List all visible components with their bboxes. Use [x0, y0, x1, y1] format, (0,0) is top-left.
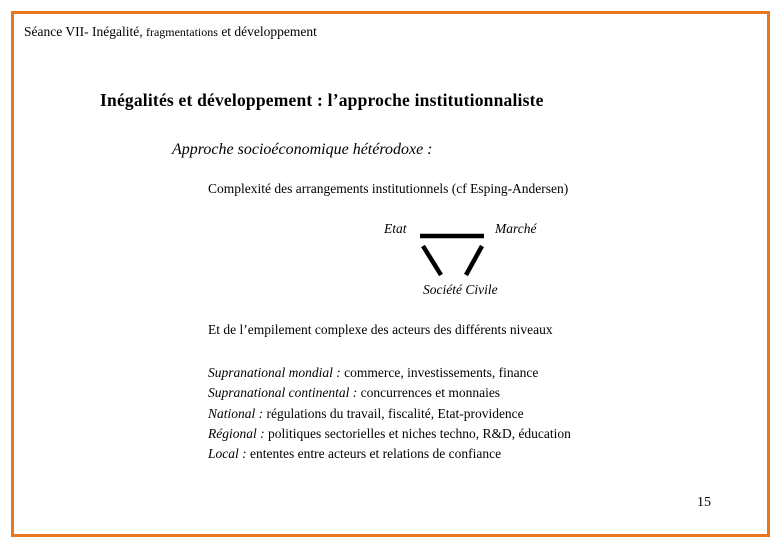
triangle-diagram [410, 225, 500, 280]
level-text: régulations du travail, fiscalité, Etat-providence [263, 405, 524, 421]
header-part-1: Séance VII- Inégalité, [24, 24, 146, 39]
level-item [208, 424, 571, 444]
level-label: National : [208, 405, 264, 421]
edge-marche-societe [466, 246, 482, 275]
node-etat: Etat [384, 221, 407, 236]
level-label: Supranational mondial : [208, 365, 341, 380]
complexity-text: Complexité des arrangements institutionnels (cf Esping-Andersen) [208, 181, 569, 196]
level-label: Supranational continental : [208, 385, 358, 401]
level-text: concurrences et monnaies [357, 385, 501, 401]
level-text: ententes entre acteurs et relations de confiance [246, 446, 502, 462]
slide-subtitle: Approche socioéconomique hétérodoxe : [172, 141, 433, 158]
header-part-3: et développement [217, 24, 317, 39]
level-item [208, 444, 571, 464]
slide-header [24, 24, 317, 40]
page-number: 15 [697, 495, 711, 510]
level-item [208, 383, 571, 403]
level-label: Régional : [208, 425, 265, 441]
level-text: commerce, investissements, finance [340, 365, 539, 380]
slide-title: Inégalités et développement : l’approche institutionnaliste [100, 90, 544, 110]
node-societe-civile: Société Civile [423, 282, 498, 297]
level-item [208, 404, 571, 424]
level-text: politiques sectorielles et niches techno, R&D, éducation [264, 425, 571, 441]
edge-etat-societe [423, 246, 441, 275]
levels-list [208, 363, 571, 464]
node-marche: Marché [495, 221, 537, 236]
empilement-text: Et de l’empilement complexe des acteurs des différents niveaux [208, 322, 553, 337]
header-part-2: fragmentations [145, 25, 218, 39]
level-label: Local : [208, 446, 247, 462]
level-item [208, 363, 571, 383]
